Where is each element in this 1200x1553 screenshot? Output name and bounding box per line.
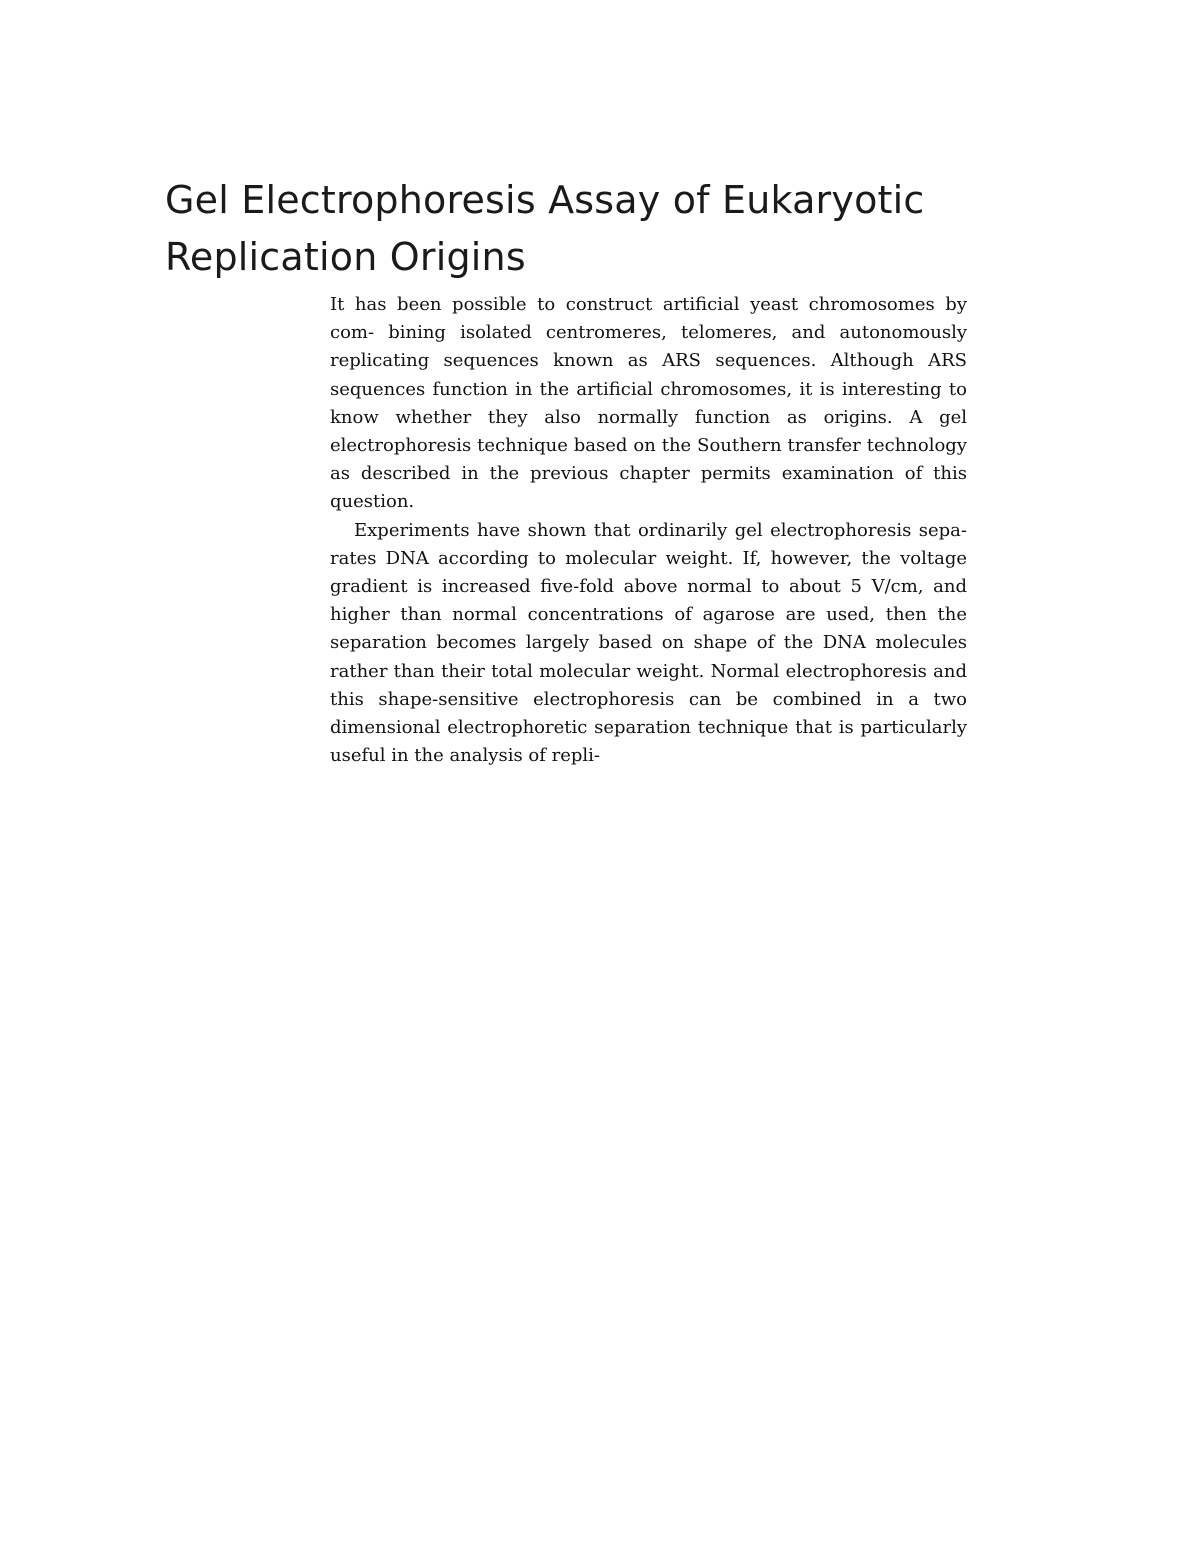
body-text: [330, 291, 967, 770]
page-title: Gel Electrophoresis Assay of Eukaryotic Replication Origins: [165, 178, 925, 279]
paragraph-1: It has been possible to construct artificial yeast chromosomes by com- bining isolated centromeres, telomeres, and autonomously replicating sequences known as ARS sequences. Although ARS sequences function in the artificial chromosomes, it is interesting to know whether they also normally function as origins. A gel electrophoresis technique based on the Southern transfer technology as described in the previous chapter permits examination of this question.: [330, 294, 967, 513]
paragraph-2: Experiments have shown that ordinarily gel electrophoresis sepa- rates DNA according to molecular weight. If, however, the voltage gradient is increased five-fold above normal to about 5 V/cm, and higher than normal concentrations of agarose are used, then the separation becomes largely based on shape of the DNA molecules rather than their total molecular weight. Normal electrophoresis and this shape-sensitive electrophoresis can be combined in a two dimensional electrophoretic separation technique that is particularly useful in the analysis of repli-: [330, 519, 967, 767]
